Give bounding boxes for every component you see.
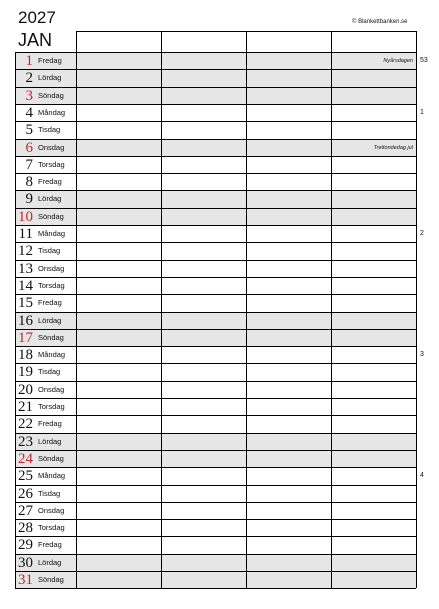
day-entry-cell[interactable]: [162, 313, 246, 329]
day-name: Fredag: [38, 419, 62, 429]
day-number: 26: [18, 485, 33, 502]
week-number: 2: [420, 230, 424, 237]
month-label: JAN: [18, 30, 53, 50]
day-name: Måndag: [38, 229, 66, 238]
day-name: Fredag: [38, 298, 62, 308]
day-entry-cell[interactable]: [162, 399, 246, 415]
day-name: Onsdag: [38, 384, 65, 394]
holiday-note: Trettondedag jul: [373, 144, 413, 151]
day-number: 7: [25, 156, 33, 173]
grid-left-line: [15, 52, 16, 588]
day-entry-cell[interactable]: [162, 88, 246, 104]
day-entry-cell[interactable]: [77, 261, 161, 277]
day-entry-cell[interactable]: [162, 434, 246, 450]
day-entry-cell[interactable]: [162, 53, 246, 69]
day-entry-cell[interactable]: [247, 451, 331, 467]
day-entry-cell[interactable]: [77, 503, 161, 519]
day-number: 25: [18, 468, 33, 485]
day-number: 3: [25, 87, 33, 104]
day-entry-cell[interactable]: [247, 88, 331, 104]
day-entry-cell[interactable]: [162, 243, 246, 259]
week-number: 4: [420, 472, 424, 480]
day-entry-cell[interactable]: [162, 174, 246, 190]
day-number: 31: [18, 572, 33, 588]
day-entry-cell[interactable]: [77, 451, 161, 467]
day-entry-cell[interactable]: [247, 572, 331, 588]
day-entry-cell[interactable]: [162, 278, 246, 294]
day-number: 24: [18, 450, 33, 467]
day-name: Tisdag: [38, 125, 61, 135]
day-entry-cell[interactable]: [332, 140, 416, 156]
day-entry-cell[interactable]: [162, 416, 246, 432]
day-entry-cell[interactable]: [247, 140, 331, 156]
day-entry-cell[interactable]: [332, 451, 416, 467]
day-entry-cell[interactable]: [247, 70, 331, 86]
day-number: 13: [18, 260, 33, 277]
day-entry-cell[interactable]: [162, 226, 246, 242]
column-line: [161, 31, 162, 588]
day-number: 29: [18, 537, 33, 554]
day-entry-cell[interactable]: [77, 347, 161, 363]
day-number: 20: [18, 381, 33, 398]
day-entry-cell[interactable]: [162, 520, 246, 536]
day-number: 18: [18, 347, 33, 364]
day-entry-cell[interactable]: [332, 520, 416, 536]
grid-bottom-line: [15, 588, 416, 589]
copyright-text: © Blankettbanken.se: [352, 19, 408, 25]
day-entry-cell[interactable]: [77, 88, 161, 104]
day-entry-cell[interactable]: [332, 486, 416, 502]
day-entry-cell[interactable]: [332, 70, 416, 86]
day-name: Lördag: [38, 557, 62, 567]
day-entry-cell[interactable]: [162, 330, 246, 346]
day-entry-cell[interactable]: [247, 313, 331, 329]
column-line: [331, 31, 332, 588]
day-entry-cell[interactable]: [247, 399, 331, 415]
column-line: [76, 31, 77, 588]
day-entry-cell[interactable]: [162, 261, 246, 277]
column-line: [416, 31, 417, 588]
day-name: Söndag: [38, 211, 64, 221]
day-number: 5: [25, 122, 33, 139]
day-entry-cell[interactable]: [247, 537, 331, 553]
day-entry-cell[interactable]: [77, 53, 161, 69]
day-name: Söndag: [38, 332, 64, 342]
day-name: Måndag: [38, 107, 66, 117]
day-name: Torsdag: [38, 523, 65, 533]
day-entry-cell[interactable]: [247, 434, 331, 450]
day-entry-cell[interactable]: [162, 451, 246, 467]
day-name: Onsdag: [38, 142, 65, 152]
day-number: 16: [18, 312, 33, 329]
day-entry-cell[interactable]: [162, 105, 246, 121]
day-number: 6: [25, 139, 33, 156]
day-entry-cell[interactable]: [247, 226, 331, 242]
day-entry-cell[interactable]: [332, 157, 416, 173]
day-entry-cell[interactable]: [247, 53, 331, 69]
day-entry-cell[interactable]: [332, 295, 416, 311]
day-number: 11: [18, 226, 33, 242]
day-number: 9: [25, 191, 33, 208]
week-number: 1: [420, 108, 424, 116]
day-entry-cell[interactable]: [162, 572, 246, 588]
day-entry-cell[interactable]: [332, 330, 416, 346]
day-entry-cell[interactable]: [332, 209, 416, 225]
day-entry-cell[interactable]: [77, 434, 161, 450]
day-name: Söndag: [38, 453, 64, 463]
day-entry-cell[interactable]: [247, 347, 331, 363]
day-name: Söndag: [38, 575, 64, 584]
day-entry-cell[interactable]: [247, 261, 331, 277]
day-entry-cell[interactable]: [162, 468, 246, 484]
day-entry-cell[interactable]: [77, 140, 161, 156]
day-entry-cell[interactable]: [332, 416, 416, 432]
day-name: Onsdag: [38, 505, 65, 515]
day-entry-cell[interactable]: [77, 555, 161, 571]
day-entry-cell[interactable]: [332, 364, 416, 380]
day-entry-cell[interactable]: [332, 261, 416, 277]
day-entry-cell[interactable]: [77, 416, 161, 432]
day-entry-cell[interactable]: [247, 209, 331, 225]
day-entry-cell[interactable]: [332, 537, 416, 553]
day-entry-cell[interactable]: [332, 503, 416, 519]
day-name: Måndag: [38, 350, 66, 360]
day-entry-cell[interactable]: [332, 399, 416, 415]
day-name: Fredag: [38, 540, 62, 550]
day-entry-cell[interactable]: [332, 468, 416, 484]
day-name: Torsdag: [38, 402, 65, 411]
day-entry-cell[interactable]: [77, 105, 161, 121]
day-number: 19: [18, 364, 33, 381]
day-entry-cell[interactable]: [162, 347, 246, 363]
day-number: 17: [18, 329, 33, 346]
day-entry-cell[interactable]: [247, 122, 331, 138]
day-entry-cell[interactable]: [332, 191, 416, 207]
day-entry-cell[interactable]: [77, 382, 161, 398]
column-line: [246, 31, 247, 588]
day-entry-cell[interactable]: [247, 520, 331, 536]
day-name: Lördag: [38, 194, 62, 204]
day-entry-cell[interactable]: [332, 53, 416, 69]
day-entry-cell[interactable]: [332, 105, 416, 121]
day-entry-cell[interactable]: [247, 503, 331, 519]
day-entry-cell[interactable]: [247, 330, 331, 346]
day-entry-cell[interactable]: [332, 555, 416, 571]
day-entry-cell[interactable]: [77, 209, 161, 225]
day-name: Tisdag: [38, 488, 61, 498]
week-number: 3: [420, 351, 424, 359]
day-entry-cell[interactable]: [77, 226, 161, 242]
day-entry-cell[interactable]: [162, 209, 246, 225]
day-name: Måndag: [38, 471, 66, 481]
day-number: 27: [18, 502, 33, 519]
day-entry-cell[interactable]: [247, 191, 331, 207]
day-entry-cell[interactable]: [77, 70, 161, 86]
day-entry-cell[interactable]: [247, 468, 331, 484]
day-entry-cell[interactable]: [77, 537, 161, 553]
day-entry-cell[interactable]: [247, 364, 331, 380]
day-entry-cell[interactable]: [77, 243, 161, 259]
day-name: Tisdag: [38, 367, 61, 377]
day-entry-cell[interactable]: [332, 347, 416, 363]
day-name: Lördag: [38, 315, 62, 325]
day-entry-cell[interactable]: [332, 122, 416, 138]
day-number: 30: [18, 554, 33, 571]
day-name: Onsdag: [38, 263, 65, 273]
day-number: 10: [18, 208, 33, 225]
day-entry-cell[interactable]: [77, 572, 161, 588]
day-entry-cell[interactable]: [77, 122, 161, 138]
day-entry-cell[interactable]: [247, 105, 331, 121]
day-entry-cell[interactable]: [162, 140, 246, 156]
day-entry-cell[interactable]: [162, 382, 246, 398]
day-number: 12: [18, 243, 33, 260]
day-number: 21: [18, 399, 33, 415]
week-number: 53: [420, 57, 428, 64]
day-entry-cell[interactable]: [162, 537, 246, 553]
day-name: Söndag: [38, 90, 64, 100]
day-entry-cell[interactable]: [77, 157, 161, 173]
year-label: 2027: [18, 8, 56, 27]
day-entry-cell[interactable]: [247, 243, 331, 259]
day-number: 14: [18, 277, 33, 294]
day-entry-cell[interactable]: [77, 364, 161, 380]
day-number: 28: [18, 520, 33, 537]
day-entry-cell[interactable]: [162, 364, 246, 380]
day-entry-cell[interactable]: [77, 295, 161, 311]
day-name: Lördag: [38, 73, 62, 83]
day-entry-cell[interactable]: [77, 174, 161, 190]
day-entry-cell[interactable]: [162, 295, 246, 311]
day-entry-cell[interactable]: [77, 468, 161, 484]
day-name: Fredag: [38, 177, 62, 187]
day-entry-cell[interactable]: [247, 555, 331, 571]
day-number: 22: [18, 416, 33, 433]
day-entry-cell[interactable]: [77, 399, 161, 415]
day-entry-cell[interactable]: [162, 555, 246, 571]
day-number: 8: [25, 174, 33, 191]
day-name: Fredag: [38, 56, 62, 65]
day-entry-cell[interactable]: [77, 486, 161, 502]
day-entry-cell[interactable]: [247, 174, 331, 190]
day-entry-cell[interactable]: [332, 313, 416, 329]
day-entry-cell[interactable]: [332, 88, 416, 104]
day-number: 4: [25, 104, 33, 121]
day-name: Tisdag: [38, 246, 61, 256]
day-number: 15: [18, 295, 33, 312]
day-entry-cell[interactable]: [162, 157, 246, 173]
day-entry-cell[interactable]: [77, 330, 161, 346]
day-entry-cell[interactable]: [77, 191, 161, 207]
day-name: Lördag: [38, 436, 62, 446]
day-entry-cell[interactable]: [77, 278, 161, 294]
day-name: Torsdag: [38, 280, 65, 290]
day-entry-cell[interactable]: [332, 174, 416, 190]
holiday-note: Nyårsdagen: [383, 58, 413, 64]
day-number: 2: [25, 70, 33, 87]
day-entry-cell[interactable]: [162, 486, 246, 502]
day-entry-cell[interactable]: [247, 382, 331, 398]
day-entry-cell[interactable]: [247, 295, 331, 311]
day-entry-cell[interactable]: [162, 122, 246, 138]
day-entry-cell[interactable]: [77, 520, 161, 536]
day-name: Torsdag: [38, 159, 65, 169]
day-entry-cell[interactable]: [162, 503, 246, 519]
day-entry-cell[interactable]: [247, 157, 331, 173]
day-number: 23: [18, 433, 33, 450]
day-entry-cell[interactable]: [332, 434, 416, 450]
day-entry-cell[interactable]: [247, 486, 331, 502]
day-entry-cell[interactable]: [332, 278, 416, 294]
day-entry-cell[interactable]: [332, 226, 416, 242]
day-entry-cell[interactable]: [162, 191, 246, 207]
day-entry-cell[interactable]: [332, 243, 416, 259]
day-entry-cell[interactable]: [332, 572, 416, 588]
day-entry-cell[interactable]: [162, 70, 246, 86]
day-number: 1: [25, 53, 33, 69]
day-entry-cell[interactable]: [247, 278, 331, 294]
day-entry-cell[interactable]: [332, 382, 416, 398]
day-entry-cell[interactable]: [247, 416, 331, 432]
day-entry-cell[interactable]: [77, 313, 161, 329]
